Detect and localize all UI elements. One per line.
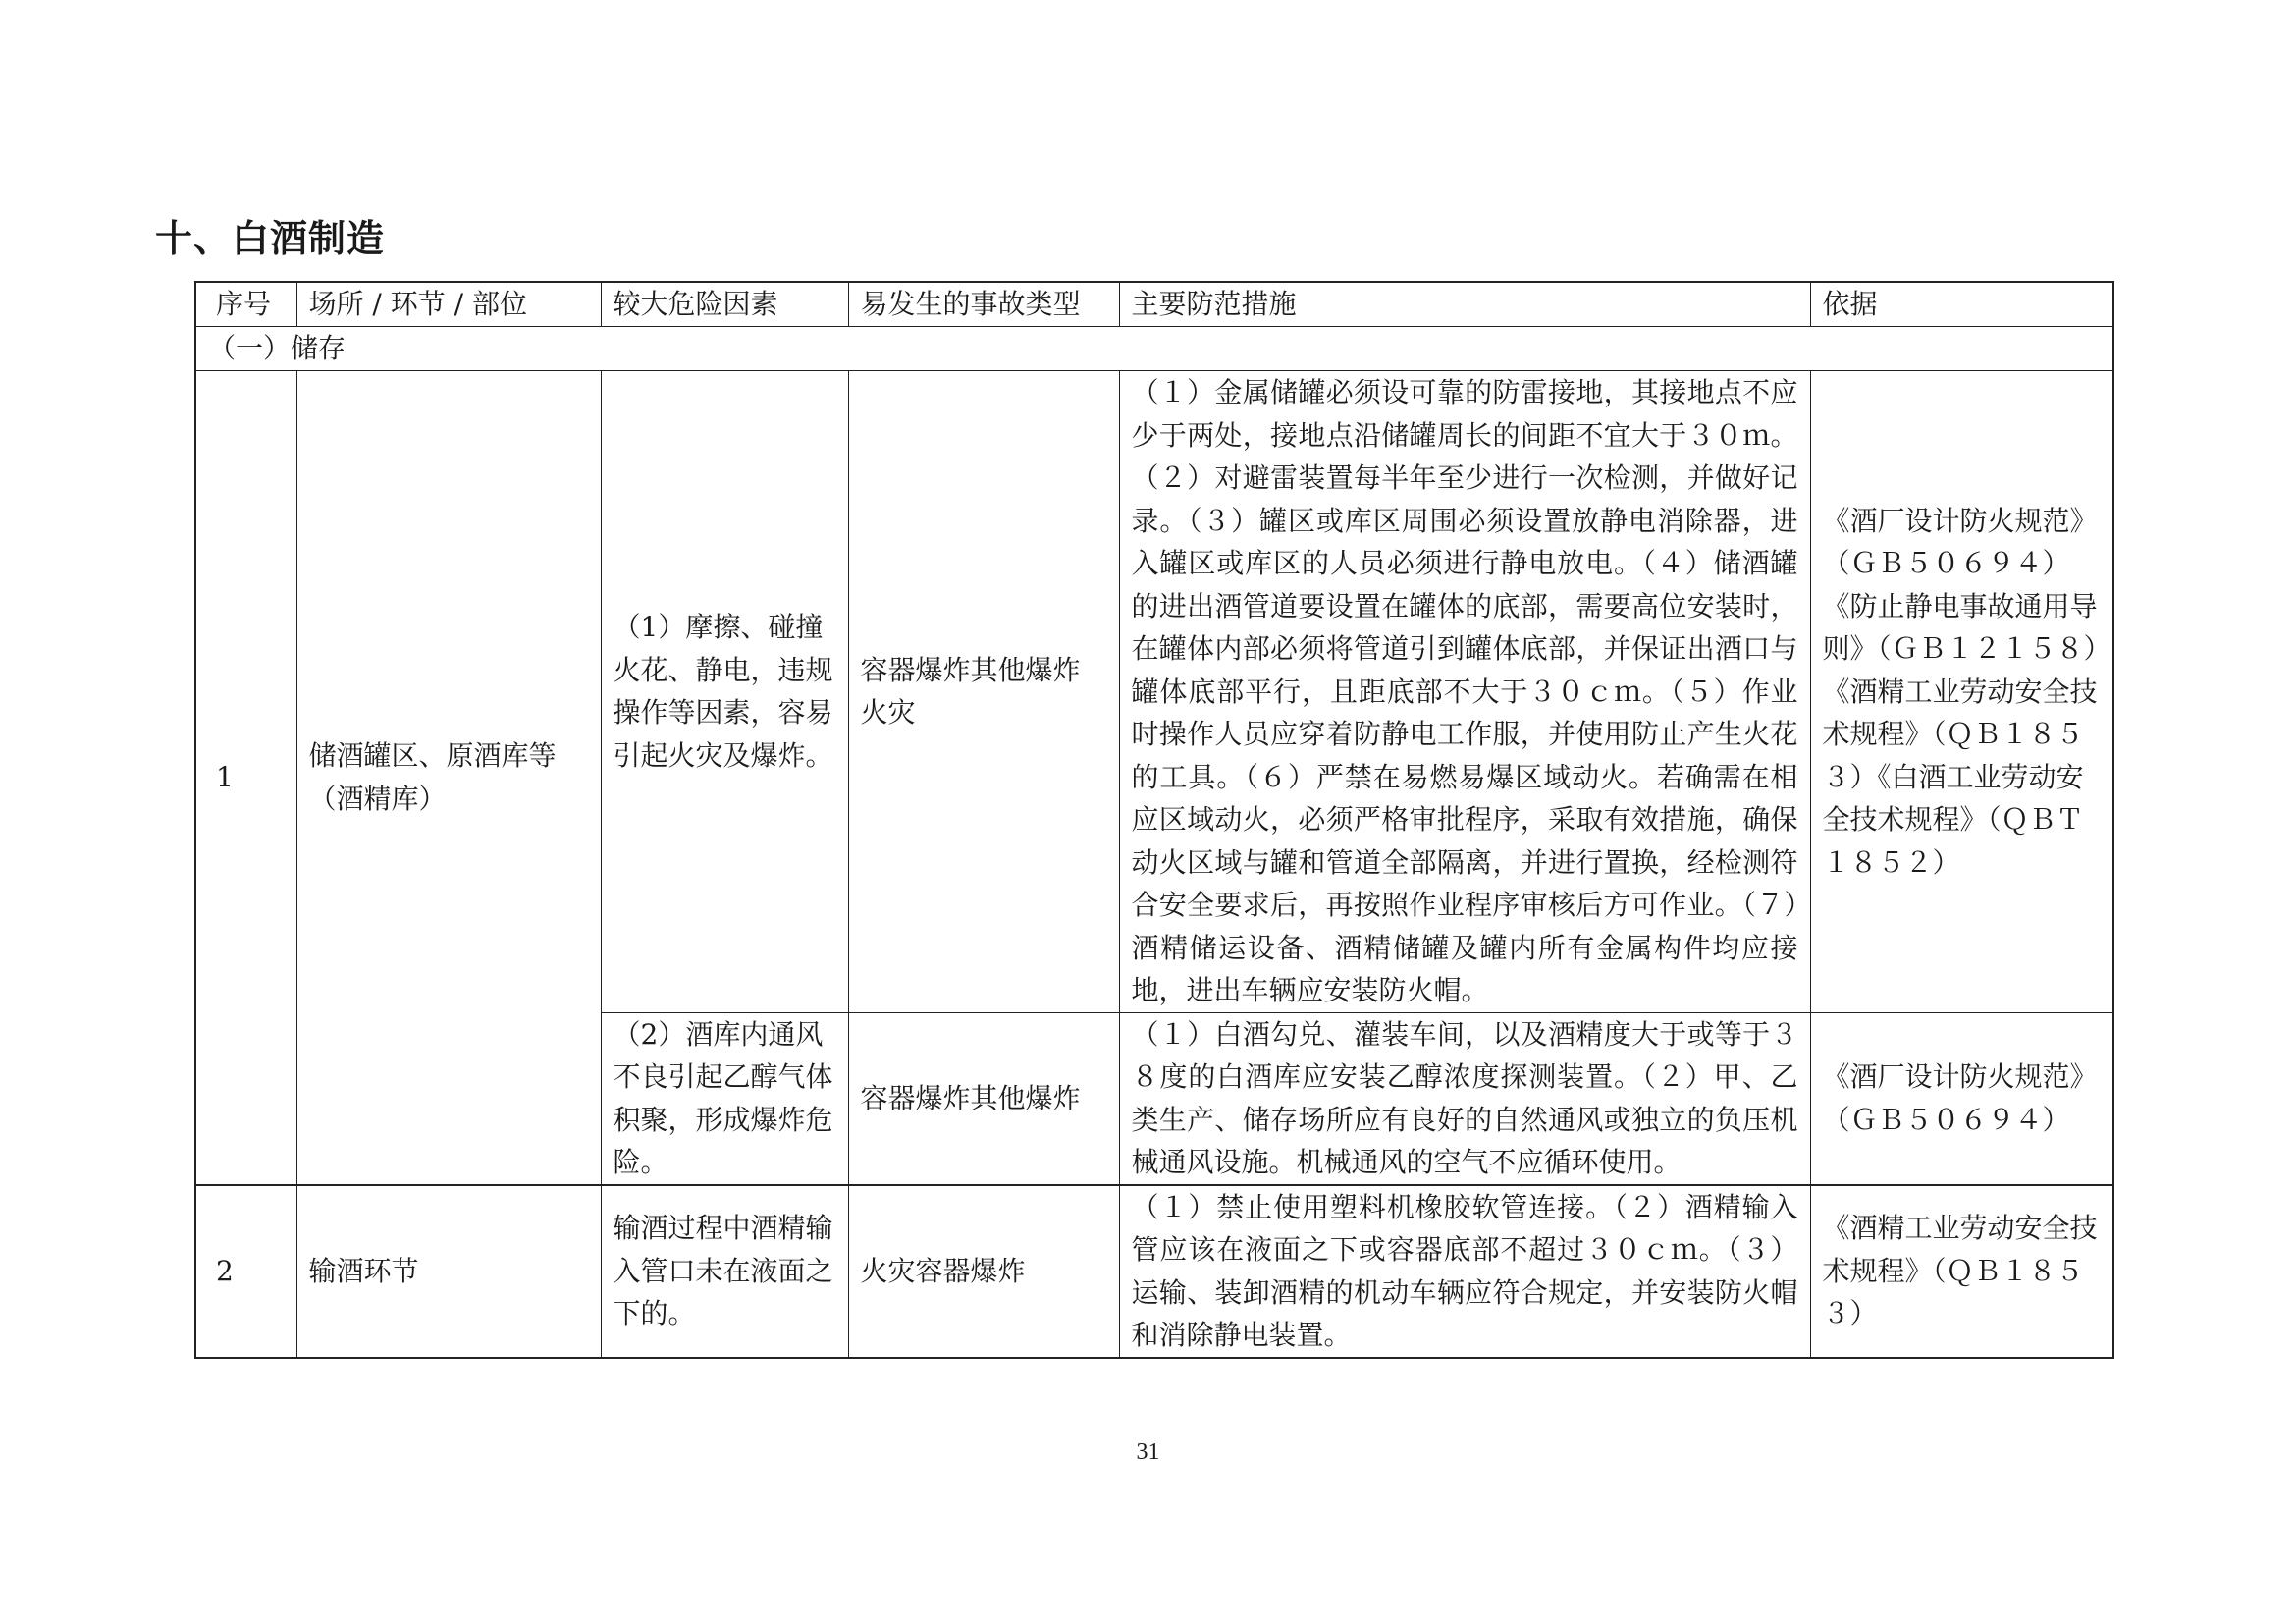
row-basis: 《酒厂设计防火规范》（ＧＢ５０６９４）: [1810, 1012, 2113, 1185]
page-number: 31: [1136, 1439, 1160, 1465]
header-measures: 主要防范措施: [1119, 282, 1810, 327]
header-basis: 依据: [1810, 282, 2113, 327]
row-accident: 容器爆炸其他爆炸火灾: [848, 371, 1119, 1013]
header-hazard: 较大危险因素: [601, 282, 848, 327]
row-place: 储酒罐区、原酒库等（酒精库）: [296, 371, 601, 1185]
row-hazard: 输酒过程中酒精输入管口未在液面之下的。: [601, 1185, 848, 1358]
row-measures: （１）金属储罐必须设可靠的防雷接地，其接地点不应少于两处，接地点沿储罐周长的间距不宜大于３０ｍ。（２）对避雷装置每半年至少进行一次检测，并做好记录。（３）罐区或库区周围必须设置放静电消除器，进入罐区或库区的人员必须进行静电放电。（４）储酒罐的进出酒管道要设置在罐体的底部，需要高位安装时，在罐体内部必须将管道引到罐体底部，并保证出酒口与罐体底部平行，且距底部不大于３０ｃｍ。（５）作业时操作人员应穿着防静电工作服，并使用防止产生火花的工具。（６）严禁在易燃易爆区域动火。若确需在相应区域动火，必须严格审批程序，采取有效措施，确保动火区域与罐和管道全部隔离，并进行置换，经检测符合安全要求后，再按照作业程序审核后方可作业。（７）酒精储运设备、酒精储罐及罐内所有金属构件均应接地，进出车辆应安装防火帽。: [1119, 371, 1810, 1013]
section-title: 十、白酒制造: [155, 217, 386, 260]
row-place: 输酒环节: [296, 1185, 601, 1358]
row-basis: 《酒精工业劳动安全技术规程》（ＱＢ１８５３）: [1810, 1185, 2113, 1358]
header-accident: 易发生的事故类型: [848, 282, 1119, 327]
table-row: [195, 1185, 2113, 1358]
header-place: 场所 / 环节 / 部位: [296, 282, 601, 327]
row-basis: 《酒厂设计防火规范》（ＧＢ５０６９４）《防止静电事故通用导则》（ＧＢ１２１５８）《酒精工业劳动安全技术规程》（ＱＢ１８５３）《白酒工业劳动安全技术规程》（ＱＢＴ１８５２）: [1810, 371, 2113, 1013]
row-hazard: （1）摩擦、碰撞火花、静电，违规操作等因素，容易引起火灾及爆炸。: [601, 371, 848, 1013]
table-header-row: [195, 282, 2113, 327]
row-measures: （１）禁止使用塑料机橡胶软管连接。（２）酒精输入管应该在液面之下或容器底部不超过３０ｃｍ。（３）运输、装卸酒精的机动车辆应符合规定，并安装防火帽和消除静电装置。: [1119, 1185, 1810, 1358]
row-seq: 2: [195, 1185, 296, 1358]
row-hazard: （2）酒库内通风不良引起乙醇气体积聚，形成爆炸危险。: [601, 1012, 848, 1185]
header-seq: 序号: [195, 282, 296, 327]
hazard-table: [194, 281, 2114, 1359]
table-row: [195, 371, 2113, 1013]
group-row: [195, 327, 2113, 371]
row-measures: （１）白酒勾兑、灌装车间，以及酒精度大于或等于３８度的白酒库应安装乙醇浓度探测装置。（２）甲、乙类生产、储存场所应有良好的自然通风或独立的负压机械通风设施。机械通风的空气不应循环使用。: [1119, 1012, 1810, 1185]
group-label: （一）储存: [195, 327, 2113, 371]
row-accident: 容器爆炸其他爆炸: [848, 1012, 1119, 1185]
row-seq: 1: [195, 371, 296, 1185]
row-accident: 火灾容器爆炸: [848, 1185, 1119, 1358]
